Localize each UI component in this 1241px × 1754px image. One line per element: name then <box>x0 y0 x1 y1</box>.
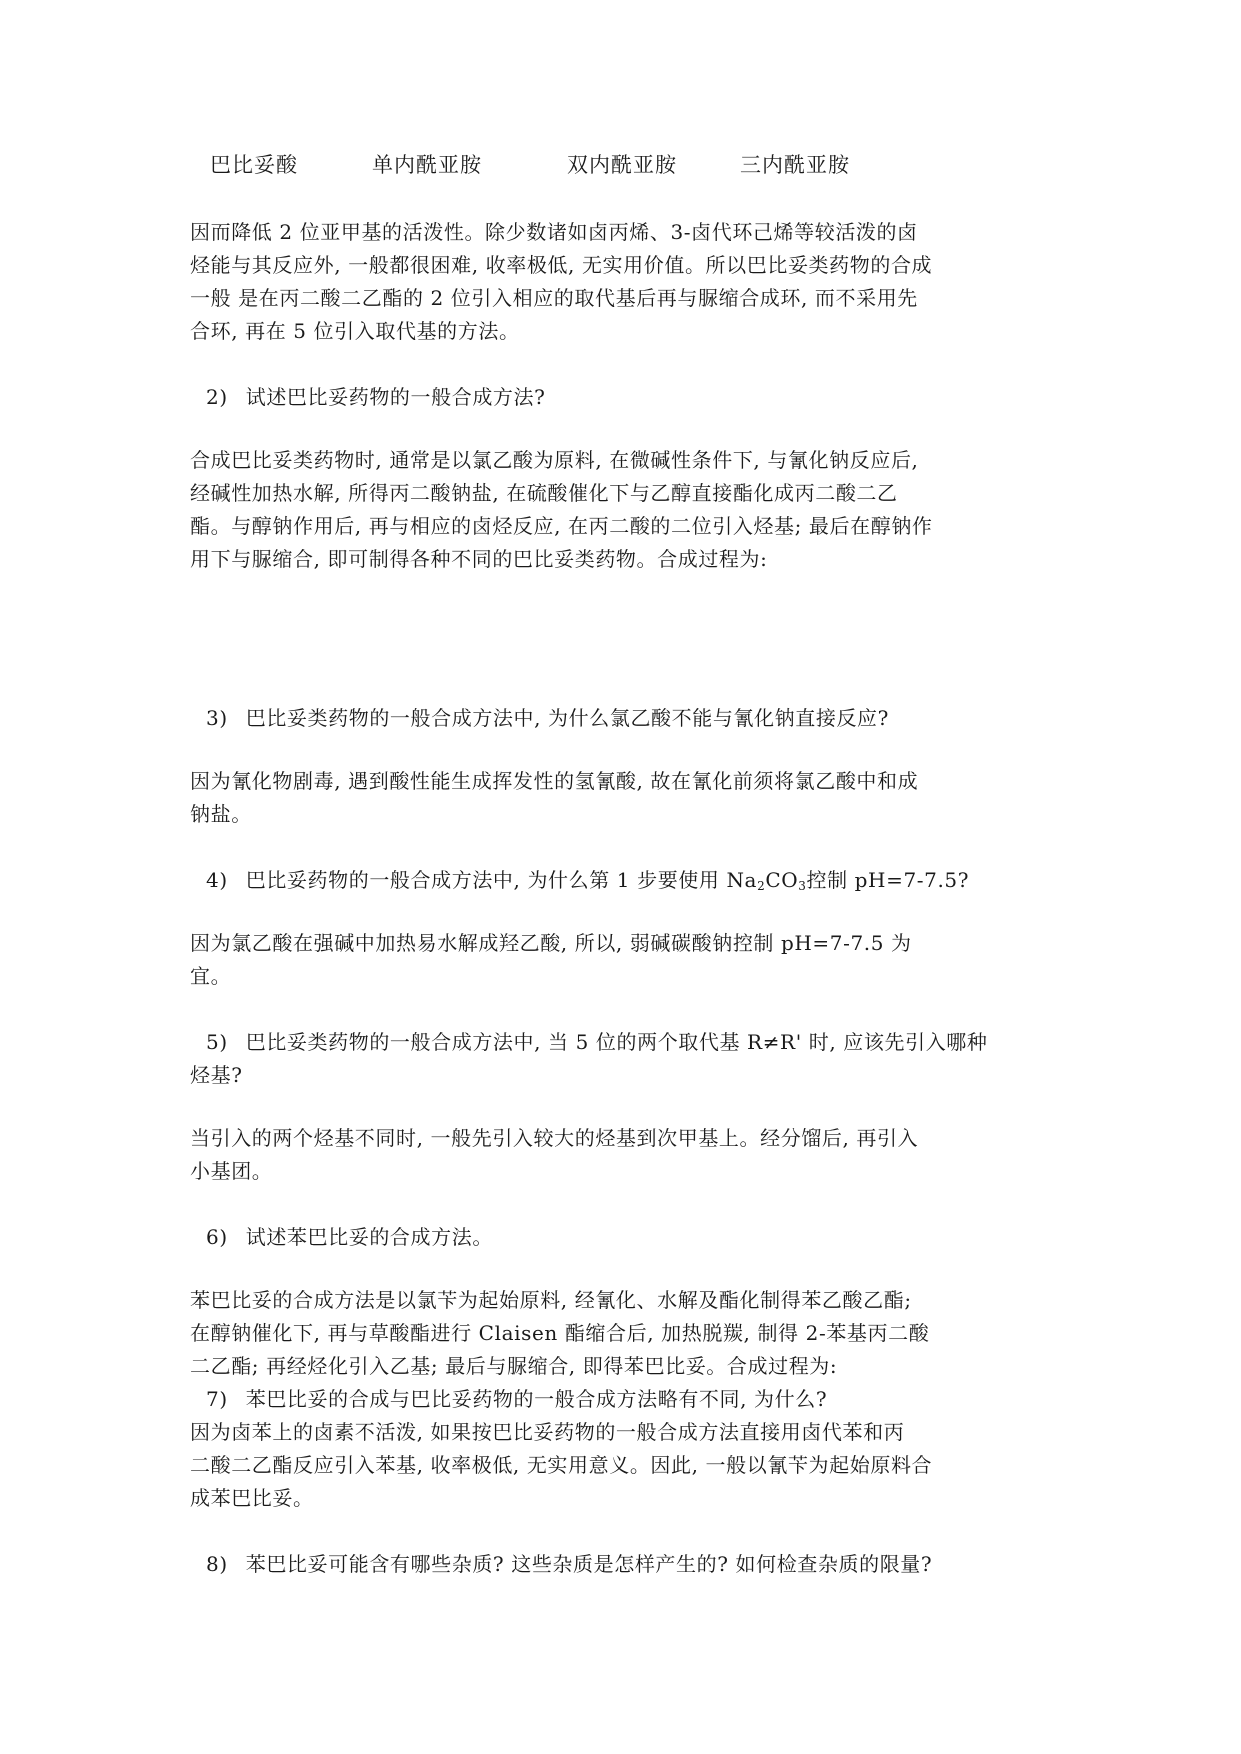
answer-line: 因为氰化物剧毒, 遇到酸性能生成挥发性的氢氰酸, 故在氰化前须将氯乙酸中和成 <box>190 769 919 793</box>
subscript: 2 <box>757 879 766 893</box>
structure-label-barbituric-acid: 巴比妥酸 <box>210 153 298 177</box>
question-number: 7) <box>206 1387 228 1411</box>
paragraph-line: 因而降低 2 位亚甲基的活泼性。除少数诸如卤丙烯、3-卤代环己烯等较活泼的卤 <box>190 220 918 244</box>
question-number: 6) <box>206 1225 228 1249</box>
answer-line: 当引入的两个烃基不同时, 一般先引入较大的烃基到次甲基上。经分馏后, 再引入 <box>190 1126 919 1150</box>
question-text: 巴比妥药物的一般合成方法中, 为什么第 1 步要使用 Na <box>245 868 758 892</box>
question-text: 试述苯巴比妥的合成方法。 <box>245 1225 493 1249</box>
answer-line: 苯巴比妥的合成方法是以氯苄为起始原料, 经氰化、水解及酯化制得苯乙酸乙酯; <box>190 1288 912 1312</box>
answer-line: 酯。与醇钠作用后, 再与相应的卤烃反应, 在丙二酸的二位引入烃基; 最后在醇钠作 <box>190 514 933 538</box>
question-text: 试述巴比妥药物的一般合成方法? <box>245 385 546 409</box>
question-2 <box>206 382 545 412</box>
question-text-continued: 烃基? <box>190 1063 243 1087</box>
question-text: 苯巴比妥的合成与巴比妥药物的一般合成方法略有不同, 为什么? <box>245 1387 828 1411</box>
question-number: 8) <box>206 1552 228 1576</box>
question-number: 2) <box>206 385 228 409</box>
question-8 <box>206 1549 932 1579</box>
answer-line: 因为氯乙酸在强碱中加热易水解成羟乙酸, 所以, 弱碱碳酸钠控制 pH=7-7.5 为 <box>190 931 912 955</box>
answer-line: 成苯巴比妥。 <box>190 1486 314 1510</box>
answer-line: 合成巴比妥类药物时, 通常是以氯乙酸为原料, 在微碱性条件下, 与氰化钠反应后, <box>190 448 919 472</box>
question-4 <box>206 865 969 895</box>
question-number: 4) <box>206 868 228 892</box>
paragraph-line: 一般 是在丙二酸二乙酯的 2 位引入相应的取代基后再与脲缩合成环, 而不采用先 <box>190 286 918 310</box>
answer-line: 宜。 <box>190 964 232 988</box>
answer-line: 经碱性加热水解, 所得丙二酸钠盐, 在硫酸催化下与乙醇直接酯化成丙二酸二乙 <box>190 481 898 505</box>
answer-line: 用下与脲缩合, 即可制得各种不同的巴比妥类药物。合成过程为: <box>190 547 768 571</box>
question-text: 苯巴比妥可能含有哪些杂质? 这些杂质是怎样产生的? 如何检查杂质的限量? <box>245 1552 933 1576</box>
paragraph-line: 合环, 再在 5 位引入取代基的方法。 <box>190 319 520 343</box>
question-number: 5) <box>206 1030 228 1054</box>
answer-line: 在醇钠催化下, 再与草酸酯进行 Claisen 酯缩合后, 加热脱羰, 制得 2-苯基丙二酸 <box>190 1321 930 1345</box>
structure-label-mono-lactim: 单内酰亚胺 <box>372 153 482 177</box>
question-text: 巴比妥类药物的一般合成方法中, 为什么氯乙酸不能与氰化钠直接反应? <box>245 706 889 730</box>
question-3 <box>206 703 889 733</box>
answer-line: 钠盐。 <box>190 802 252 826</box>
answer-line: 二酸二乙酯反应引入苯基, 收率极低, 无实用意义。因此, 一般以氰苄为起始原料合 <box>190 1453 933 1477</box>
answer-line: 二乙酯; 再经烃化引入乙基; 最后与脲缩合, 即得苯巴比妥。合成过程为: <box>190 1354 838 1378</box>
subscript: 3 <box>798 879 807 893</box>
structure-label-tri-lactim: 三内酰亚胺 <box>740 153 850 177</box>
structure-label-di-lactim: 双内酰亚胺 <box>567 153 677 177</box>
question-5 <box>206 1027 988 1057</box>
question-text: 巴比妥类药物的一般合成方法中, 当 5 位的两个取代基 R≠R' 时, 应该先引入哪种 <box>245 1030 988 1054</box>
answer-line: 小基团。 <box>190 1159 273 1183</box>
question-7 <box>206 1384 827 1414</box>
question-number: 3) <box>206 706 228 730</box>
question-text: CO <box>765 868 799 892</box>
question-6 <box>206 1222 493 1252</box>
paragraph-line: 烃能与其反应外, 一般都很困难, 收率极低, 无实用价值。所以巴比妥类药物的合成 <box>190 253 933 277</box>
question-text: 控制 pH=7-7.5? <box>806 868 970 892</box>
answer-line: 因为卤苯上的卤素不活泼, 如果按巴比妥药物的一般合成方法直接用卤代苯和丙 <box>190 1420 905 1444</box>
